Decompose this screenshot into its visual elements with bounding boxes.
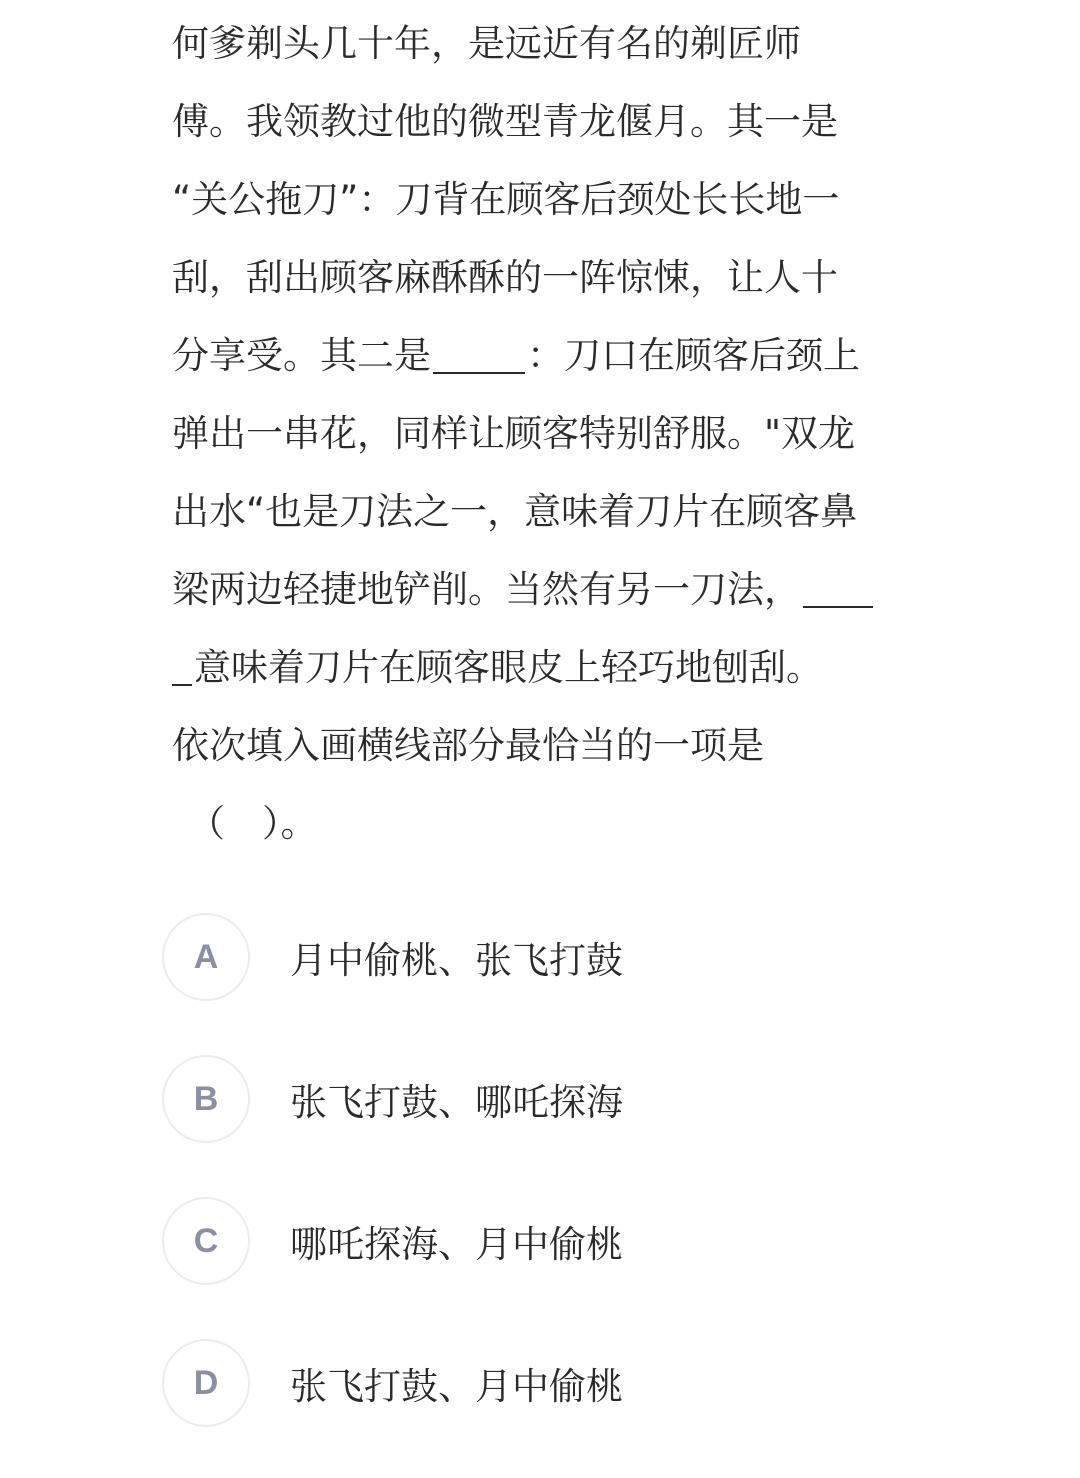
question-line bbox=[172, 551, 942, 629]
question-line bbox=[172, 317, 942, 395]
question-line bbox=[172, 629, 942, 707]
answer-parentheses: （ ）。 bbox=[188, 802, 318, 845]
option-d[interactable] bbox=[162, 1336, 962, 1430]
fill-blank-1 bbox=[433, 372, 525, 374]
question-text: 分享受。其二是 bbox=[172, 334, 431, 377]
question-text: ：刀口在顾客后颈上 bbox=[527, 334, 860, 377]
option-letter-badge: B bbox=[162, 1055, 250, 1143]
option-letter-badge: D bbox=[162, 1339, 250, 1427]
fill-blank-2-continued bbox=[172, 684, 192, 686]
answer-options bbox=[162, 910, 962, 1478]
question-line: 依次填入画横线部分最恰当的一项是 bbox=[172, 724, 764, 767]
option-text: 张飞打鼓、月中偷桃 bbox=[290, 1365, 623, 1408]
question-line: 出水“也是刀法之一，意味着刀片在顾客鼻 bbox=[172, 490, 858, 533]
question-text: 意味着刀片在顾客眼皮上轻巧地刨刮。 bbox=[194, 646, 823, 689]
question-line: 弹出一串花，同样让顾客特别舒服。"双龙 bbox=[172, 412, 856, 455]
question-line: 傅。我领教过他的微型青龙偃月。其一是 bbox=[172, 100, 838, 143]
question-line: 刮，刮出顾客麻酥酥的一阵惊悚，让人十 bbox=[172, 256, 838, 299]
option-c[interactable] bbox=[162, 1194, 962, 1288]
question-stem bbox=[172, 5, 942, 863]
option-b[interactable] bbox=[162, 1052, 962, 1146]
option-letter-badge: A bbox=[162, 913, 250, 1001]
option-text: 月中偷桃、张飞打鼓 bbox=[290, 939, 623, 982]
question-line: 何爹剃头几十年，是远近有名的剃匠师 bbox=[172, 22, 801, 65]
option-a[interactable] bbox=[162, 910, 962, 1004]
question-line: “关公拖刀”：刀背在顾客后颈处长长地一 bbox=[172, 178, 840, 221]
option-text: 哪吒探海、月中偷桃 bbox=[290, 1223, 623, 1266]
fill-blank-2 bbox=[803, 606, 873, 608]
option-letter-badge: C bbox=[162, 1197, 250, 1285]
option-text: 张飞打鼓、哪吒探海 bbox=[290, 1081, 623, 1124]
question-text: 梁两边轻捷地铲削。当然有另一刀法， bbox=[172, 568, 801, 611]
